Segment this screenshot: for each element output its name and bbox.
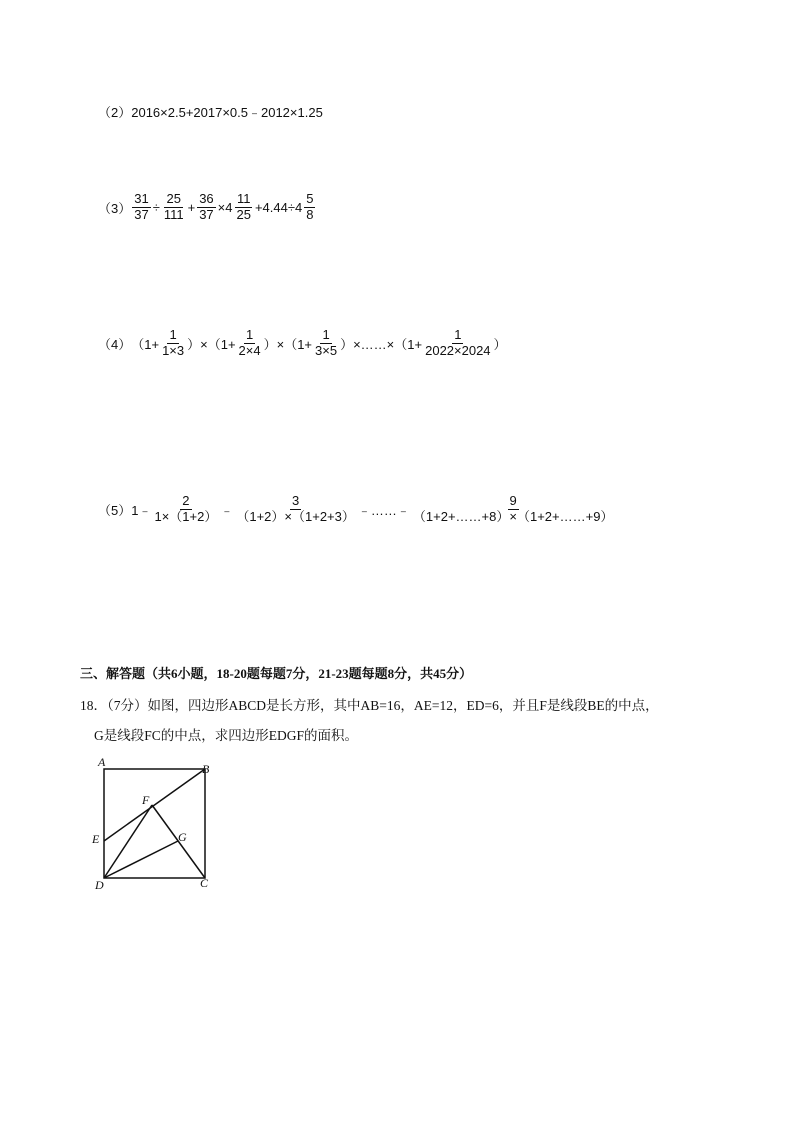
- operator: ）×: [263, 336, 285, 352]
- rectangle-figure: [88, 752, 218, 892]
- question-18-line-1: 18．（7分）如图，四边形ABCD是长方形，其中AB=16，AE=12，ED=6，并且F是线段BE的中点，: [80, 698, 659, 713]
- segment-dg: [104, 841, 178, 878]
- problem-3-label: （3）: [98, 200, 132, 216]
- problem-5-label: （5）: [98, 502, 132, 518]
- problem-2-expression: 2016×2.5+2017×0.5﹣2012×1.25: [131, 105, 323, 120]
- label-b: B: [202, 762, 210, 776]
- problem-4: [98, 328, 507, 359]
- operator: （1+: [207, 336, 236, 352]
- fraction-9: $\frac{9}{(1+2+\dots\dots+8)\times(1+2+\dots\dots+9)}$: [412, 493, 614, 524]
- operator: ﹣……﹣: [357, 502, 410, 518]
- operator: +4.44÷4: [254, 199, 303, 215]
- fraction-3: $\frac{3}{(1+2)\times(1+2+3)}$: [236, 493, 355, 524]
- operator: ﹣: [220, 502, 234, 518]
- fraction-1-2x4: $\frac{1}{2\times 4}$: [238, 327, 261, 358]
- fraction-1-2022x2024: $\frac{1}{2022\times 2024}$: [425, 327, 491, 358]
- label-f: F: [142, 793, 150, 807]
- operator: （1+: [394, 336, 423, 352]
- problem-5: [98, 494, 616, 525]
- label-g: G: [178, 830, 187, 844]
- operator: ）×……×: [340, 336, 395, 352]
- fraction-1-1x3: $\frac{1}{1\times 3}$: [162, 327, 185, 358]
- operator: 1﹣: [131, 502, 152, 518]
- fraction-1-3x5: $\frac{1}{3\times 5}$: [315, 327, 338, 358]
- label-e: E: [92, 832, 100, 846]
- operator: ）: [493, 336, 507, 352]
- question-18-line-2: G是线段FC的中点，求四边形EDGF的面积。: [94, 728, 359, 743]
- problem-4-label: （4）: [98, 336, 132, 352]
- segment-eb: [104, 769, 205, 841]
- operator: ÷: [152, 199, 160, 215]
- label-c: C: [200, 876, 209, 890]
- operator: （1+: [131, 336, 160, 352]
- fraction-25-111: $\frac{25}{111}$: [163, 191, 184, 222]
- fraction-5-8: $\frac{5}{8}$: [306, 191, 314, 222]
- operator: +: [187, 199, 196, 215]
- fraction-31-37: $\frac{31}{37}$: [134, 191, 149, 222]
- label-d: D: [95, 878, 104, 892]
- problem-2-label: （2）: [98, 105, 132, 120]
- operator: （1+: [284, 336, 313, 352]
- section-title: 三、解答题（共6小题，18-20题每题7分，21-23题每题8分，共45分）: [80, 666, 473, 681]
- rectangle-abcd: [104, 769, 205, 878]
- label-a: A: [98, 755, 106, 769]
- operator: ）×: [187, 336, 208, 352]
- operator: ×4: [217, 199, 233, 215]
- problem-3: [98, 192, 316, 223]
- fraction-11-25: $\frac{11}{25}$: [236, 191, 251, 222]
- segment-df: [104, 805, 152, 878]
- fraction-36-37: $\frac{36}{37}$: [199, 191, 214, 222]
- fraction-2: $\frac{2}{1\times(1+2)}$: [154, 493, 218, 524]
- problem-2: [98, 102, 323, 121]
